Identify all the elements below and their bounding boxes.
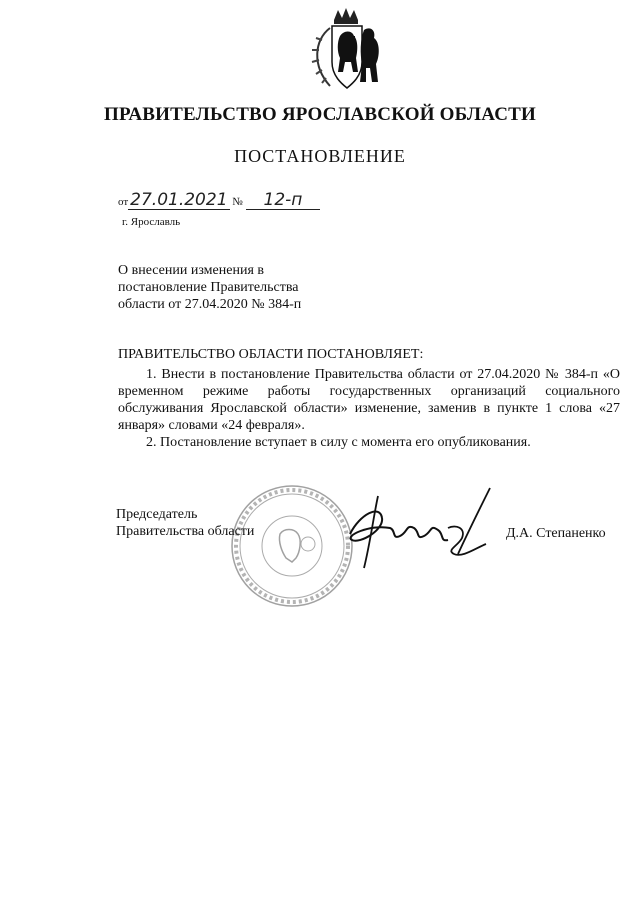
resolution-lead: ПРАВИТЕЛЬСТВО ОБЛАСТИ ПОСТАНОВЛЯЕТ: bbox=[118, 347, 424, 362]
handwritten-number: 12-п bbox=[246, 192, 321, 210]
signer-name: Д.А. Степаненко bbox=[506, 526, 606, 541]
resolution-item-2: 2. Постановление вступает в силу с момента его опубликования. bbox=[146, 435, 531, 450]
organization-title: ПРАВИТЕЛЬСТВО ЯРОСЛАВСКОЙ ОБЛАСТИ bbox=[104, 104, 536, 125]
signer-position bbox=[116, 506, 254, 540]
document-type: ПОСТАНОВЛЕНИЕ bbox=[234, 146, 406, 166]
date-prefix: от bbox=[118, 196, 129, 208]
subject-line: области от 27.04.2020 № 384-п bbox=[118, 297, 302, 312]
resolution-item-1: 1. Внести в постановление Правительства области от 27.04.2020 № 384-п «О временном режиме работы государственных организаций социального обслуживания Ярославской области» изменение, заменив в пункте 1 слова «27 января» словами «24 февраля». bbox=[118, 367, 620, 433]
signer-position-line: Председатель bbox=[116, 507, 198, 522]
subject-line: О внесении изменения в bbox=[118, 263, 264, 278]
resolution-body bbox=[118, 366, 620, 451]
subject-line: постановление Правительства bbox=[118, 280, 299, 295]
document-subject bbox=[118, 262, 378, 313]
date-number-line bbox=[118, 192, 320, 210]
handwritten-signature-icon bbox=[330, 484, 505, 574]
coat-of-arms-bear-icon bbox=[300, 6, 392, 98]
city-label: г. Ярославль bbox=[122, 216, 181, 228]
number-prefix: № bbox=[232, 196, 243, 208]
handwritten-date: 27.01.2021 bbox=[130, 190, 228, 210]
signer-position-line: Правительства области bbox=[116, 524, 255, 539]
